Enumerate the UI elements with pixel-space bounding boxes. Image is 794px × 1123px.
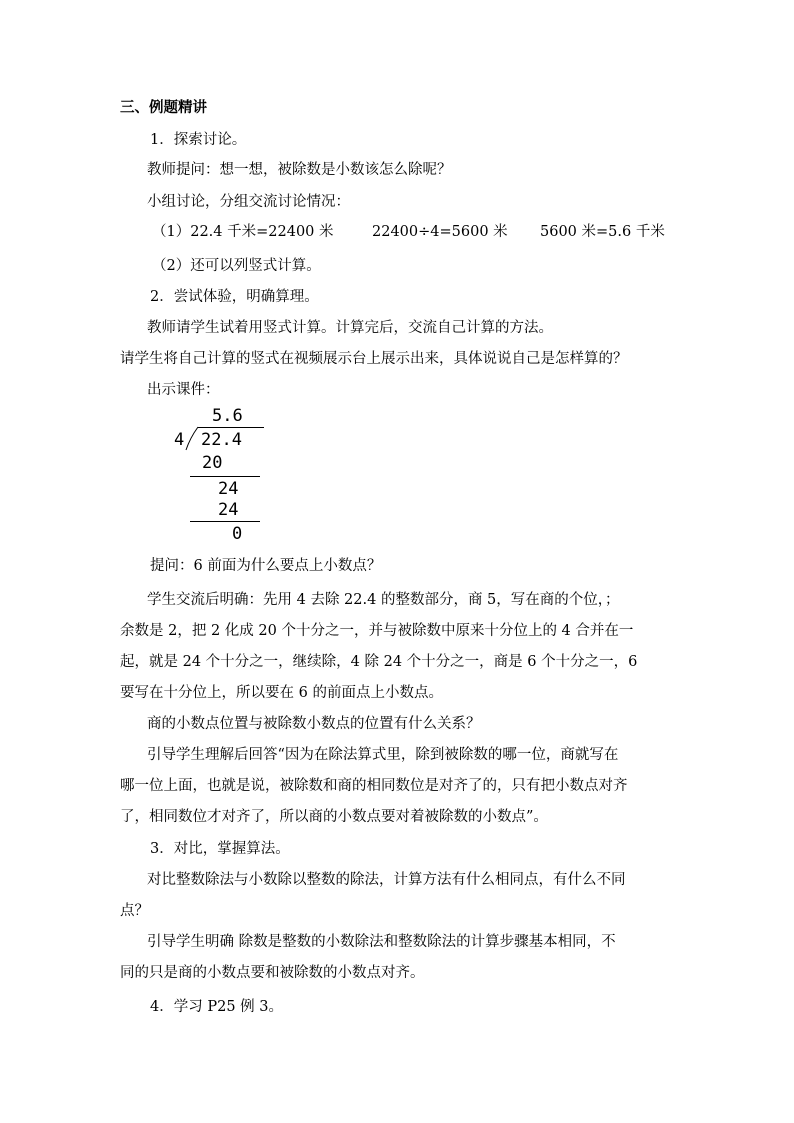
final-remainder: 0: [232, 524, 243, 544]
item-1-heading: 1．探索讨论。: [150, 132, 247, 148]
question-2: 商的小数点位置与被除数小数点的位置有什么关系？: [147, 716, 481, 732]
para-3-line-2: 点？: [120, 903, 149, 919]
division-bar: [198, 427, 264, 428]
sub-1-result: 5600 米=5.6 千米: [540, 224, 665, 240]
teacher-try: 教师请学生试着用竖式计算。计算完后，交流自己计算的方法。: [147, 320, 553, 336]
sub-1-conversion: （1）22.4 千米=22400 米: [152, 224, 334, 240]
para-2-line-2: 哪一位上面，也就是说，被除数和商的相同数位是对齐了的，只有把小数点对齐: [120, 778, 628, 794]
show-courseware: 出示课件：: [147, 382, 220, 398]
item-3-heading: 3．对比，掌握算法。: [150, 841, 290, 857]
division-bracket: [184, 426, 200, 452]
remainder-1: 24: [218, 479, 239, 499]
rule-1: [190, 476, 260, 477]
para-1-line-4: 要写在十分位上，所以要在 6 的前面点上小数点。: [120, 685, 443, 701]
subtract-step-2: 24: [218, 500, 239, 520]
teacher-question: 教师提问：想一想，被除数是小数该怎么除呢？: [147, 162, 452, 178]
section-title: 三、例题精讲: [120, 99, 207, 116]
para-4-line-2: 同的只是商的小数点要和被除数的小数点对齐。: [120, 965, 425, 981]
para-1-line-2: 余数是 2，把 2 化成 20 个十分之一，并与被除数中原来十分位上的 4 合并在一: [120, 623, 634, 639]
para-1-line-3: 起，就是 24 个十分之一，继续除，4 除 24 个十分之一，商是 6 个十分之一，6: [120, 654, 638, 670]
divisor: 4: [174, 430, 185, 450]
rule-2: [190, 521, 260, 522]
group-discussion: 小组讨论，分组交流讨论情况：: [147, 194, 350, 210]
item-4-heading: 4．学习 P25 例 3。: [150, 999, 283, 1015]
para-1-line-1: 学生交流后明确：先用 4 去除 22.4 的整数部分，商 5，写在商的个位，；: [147, 592, 620, 608]
para-3-line-1: 对比整数除法与小数除以整数的除法，计算方法有什么相同点，有什么不同: [147, 872, 626, 888]
question-1: 提问：6 前面为什么要点上小数点？: [150, 558, 382, 574]
item-2-heading: 2．尝试体验，明确算理。: [150, 289, 319, 305]
subtract-step-1: 20: [202, 453, 223, 473]
dividend: 22.4: [201, 430, 242, 450]
para-2-line-1: 引导学生理解后回答“因为在除法算式里，除到被除数的哪一位，商就写在: [147, 747, 619, 763]
sub-2-vertical: （2）还可以列竖式计算。: [152, 258, 321, 274]
quotient: 5.6: [212, 406, 243, 426]
show-request: 请学生将自己计算的竖式在视频展示台上展示出来，具体说说自己是怎样算的？: [120, 351, 628, 367]
para-2-line-3: 了，相同数位才对齐了，所以商的小数点要对着被除数的小数点”。: [120, 809, 548, 825]
para-4-line-1: 引导学生明确 除数是整数的小数除法和整数除法的计算步骤基本相同，不: [147, 934, 616, 950]
sub-1-division: 22400÷4=5600 米: [372, 224, 508, 240]
